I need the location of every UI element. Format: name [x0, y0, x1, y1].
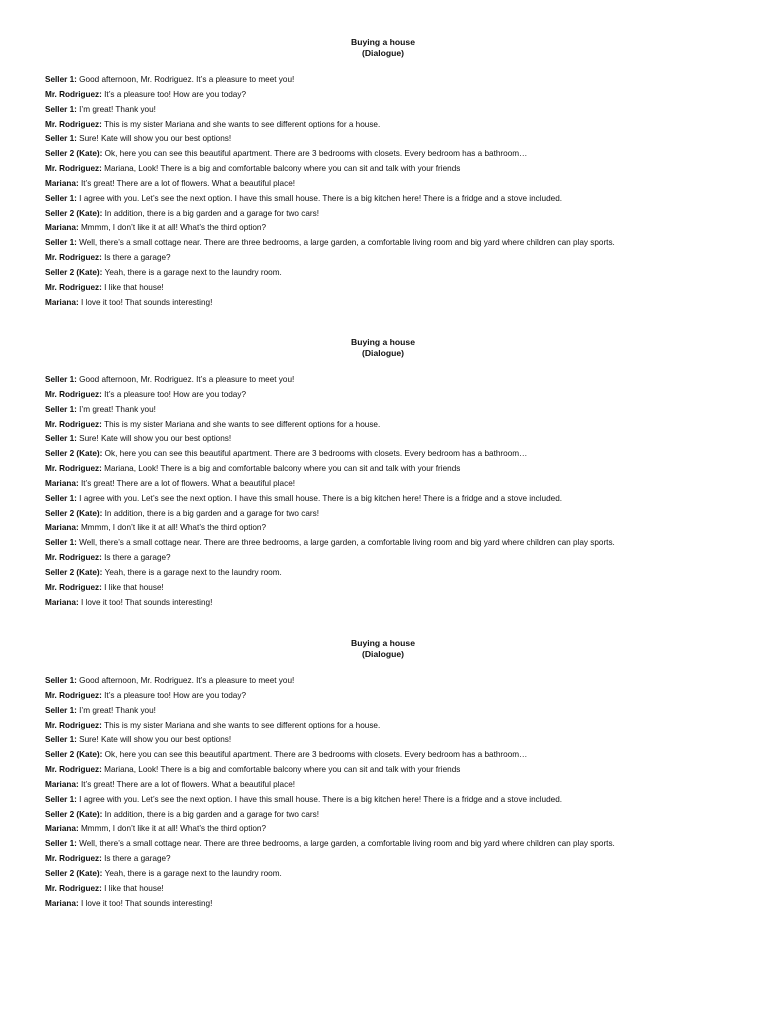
line-text: I’m great! Thank you!: [79, 104, 156, 114]
line-text: Sure! Kate will show you our best options!: [79, 735, 232, 745]
speaker-name: Seller 1: [45, 493, 75, 503]
line-text: Well, there’s a small cottage near. There are three bedrooms, a large garden, a comfortable living room and big yard where children can play sports.: [79, 538, 615, 548]
speaker-colon: :: [74, 375, 80, 384]
line-text: In addition, there is a big garden and a garage for two cars!: [104, 208, 319, 218]
speaker-colon: :: [99, 89, 105, 99]
speaker-name: Seller 2 (Kate): [45, 809, 100, 819]
dialogue-line: [45, 852, 745, 867]
dialogue-line: [45, 867, 745, 882]
dialogue-line: [45, 88, 745, 103]
speaker-name: Seller 1: [45, 735, 75, 745]
speaker-colon: :: [99, 690, 105, 700]
dialogue-line: [45, 808, 745, 823]
dialogue-line: [45, 192, 745, 207]
speaker-colon: :: [74, 404, 80, 414]
speaker-name: Mr. Rodriguez: [45, 464, 100, 474]
speaker-name: Seller 1: [45, 75, 75, 84]
line-text: Well, there’s a small cottage near. There are three bedrooms, a large garden, a comfortable living room and big yard where children can play sports.: [79, 839, 615, 849]
speaker-colon: :: [75, 523, 81, 533]
speaker-name: Seller 1: [45, 104, 75, 114]
speaker-name: Seller 2 (Kate): [45, 149, 100, 159]
line-text: Ok, here you can see this beautiful apartment. There are 3 bedrooms with closets. Every bedroom has a bathroom…: [104, 449, 528, 459]
line-text: It’s great! There are a lot of flowers. What a beautiful place!: [80, 478, 296, 488]
speaker-name: Seller 1: [45, 375, 75, 384]
speaker-name: Mr. Rodriguez: [45, 164, 100, 174]
speaker-name: Seller 1: [45, 676, 75, 685]
speaker-name: Mr. Rodriguez: [45, 720, 100, 730]
speaker-colon: :: [99, 868, 105, 878]
speaker-colon: :: [74, 104, 80, 114]
dialogue-line: [45, 207, 745, 222]
dialogue-line: [45, 521, 745, 536]
line-text: I like that house!: [104, 582, 164, 592]
speaker-colon: :: [99, 553, 105, 563]
speaker-colon: :: [99, 883, 105, 893]
dialogue-line: [45, 704, 745, 719]
line-text: It’s great! There are a lot of flowers. What a beautiful place!: [80, 779, 296, 789]
speaker-colon: :: [74, 238, 80, 248]
line-text: Is there a garage?: [104, 553, 171, 563]
title-text: Buying a house: [351, 37, 415, 47]
dialogue-line: [45, 536, 745, 551]
speaker-name: Seller 2 (Kate): [45, 508, 100, 518]
line-text: I’m great! Thank you!: [79, 705, 156, 715]
line-text: I like that house!: [104, 883, 164, 893]
dialogue-line: [45, 281, 745, 296]
line-text: It’s a pleasure too! How are you today?: [104, 389, 247, 399]
speaker-name: Mariana: [45, 297, 76, 307]
speaker-colon: :: [75, 478, 81, 488]
speaker-colon: :: [99, 750, 105, 760]
line-text: I love it too! That sounds interesting!: [80, 297, 213, 307]
speaker-name: Seller 2 (Kate): [45, 567, 100, 577]
speaker-name: Mr. Rodriguez: [45, 854, 100, 864]
speaker-colon: :: [74, 493, 80, 503]
dialogue-line: [45, 551, 745, 566]
speaker-colon: :: [99, 508, 105, 518]
dialogue-line: [45, 778, 745, 793]
dialogue-line: [45, 793, 745, 808]
speaker-colon: :: [74, 434, 80, 444]
speaker-name: Mr. Rodriguez: [45, 282, 100, 292]
line-text: It’s a pleasure too! How are you today?: [104, 690, 247, 700]
speaker-colon: :: [99, 119, 105, 129]
dialogue-line: [45, 733, 745, 748]
speaker-colon: :: [99, 449, 105, 459]
speaker-colon: :: [74, 538, 80, 548]
dialogue-lines: [45, 73, 745, 311]
speaker-colon: :: [99, 854, 105, 864]
speaker-name: Mariana: [45, 824, 76, 834]
speaker-name: Mr. Rodriguez: [45, 553, 100, 563]
line-text: Ok, here you can see this beautiful apartment. There are 3 bedrooms with closets. Every bedroom has a bathroom…: [104, 750, 528, 760]
speaker-colon: :: [74, 75, 80, 84]
dialogue-lines: [45, 373, 745, 611]
dialogue-line: [45, 837, 745, 852]
dialogue-section-3: [45, 638, 745, 912]
section-title: [45, 337, 721, 359]
section-title: [45, 37, 721, 59]
speaker-name: Mr. Rodriguez: [45, 582, 100, 592]
dialogue-line: [45, 477, 745, 492]
line-text: Mariana, Look! There is a big and comfortable balcony where you can sit and talk with your friends: [104, 164, 461, 174]
dialogue-section-1: [45, 37, 745, 311]
dialogue-line: [45, 147, 745, 162]
speaker-colon: :: [99, 389, 105, 399]
speaker-colon: :: [99, 208, 105, 218]
speaker-colon: :: [75, 223, 81, 233]
line-text: In addition, there is a big garden and a garage for two cars!: [104, 809, 319, 819]
line-text: Is there a garage?: [104, 253, 171, 263]
line-text: Mmmm, I don’t like it at all! What’s the third option?: [80, 223, 267, 233]
speaker-colon: :: [75, 597, 81, 607]
speaker-name: Seller 1: [45, 794, 75, 804]
speaker-name: Mariana: [45, 597, 76, 607]
line-text: I agree with you. Let’s see the next option. I have this small house. There is a big kitchen here! There is a fridge and a stove included.: [79, 193, 563, 203]
line-text: Well, there’s a small cottage near. There are three bedrooms, a large garden, a comfortable living room and big yard where children can play sports.: [79, 238, 615, 248]
speaker-name: Mr. Rodriguez: [45, 690, 100, 700]
dialogue-line: [45, 581, 745, 596]
dialogue-line: [45, 897, 745, 912]
speaker-name: Seller 2 (Kate): [45, 750, 100, 760]
speaker-name: Seller 1: [45, 134, 75, 144]
speaker-colon: :: [75, 898, 81, 908]
speaker-colon: :: [99, 164, 105, 174]
speaker-colon: :: [99, 149, 105, 159]
section-title: [45, 638, 721, 660]
line-text: Mariana, Look! There is a big and comfortable balcony where you can sit and talk with your friends: [104, 464, 461, 474]
speaker-name: Seller 2 (Kate): [45, 868, 100, 878]
speaker-name: Mariana: [45, 898, 76, 908]
dialogue-line: [45, 177, 745, 192]
speaker-name: Mr. Rodriguez: [45, 419, 100, 429]
speaker-colon: :: [74, 676, 80, 685]
dialogue-line: [45, 251, 745, 266]
line-text: Yeah, there is a garage next to the laundry room.: [104, 868, 282, 878]
dialogue-line: [45, 719, 745, 734]
dialogue-line: [45, 221, 745, 236]
line-text: This is my sister Mariana and she wants to see different options for a house.: [104, 720, 381, 730]
title-text: Buying a house: [351, 337, 415, 347]
line-text: Good afternoon, Mr. Rodriguez. It’s a pleasure to meet you!: [79, 375, 295, 384]
speaker-colon: :: [74, 193, 80, 203]
speaker-colon: :: [74, 134, 80, 144]
line-text: This is my sister Mariana and she wants to see different options for a house.: [104, 419, 381, 429]
speaker-name: Seller 1: [45, 404, 75, 414]
speaker-colon: :: [75, 824, 81, 834]
speaker-name: Mr. Rodriguez: [45, 883, 100, 893]
line-text: Good afternoon, Mr. Rodriguez. It’s a pleasure to meet you!: [79, 75, 295, 84]
dialogue-line: [45, 462, 745, 477]
speaker-colon: :: [99, 419, 105, 429]
speaker-colon: :: [74, 839, 80, 849]
dialogue-line: [45, 73, 745, 88]
line-text: It’s great! There are a lot of flowers. What a beautiful place!: [80, 178, 296, 188]
speaker-colon: :: [99, 464, 105, 474]
line-text: I agree with you. Let’s see the next option. I have this small house. There is a big kitchen here! There is a fridge and a stove included.: [79, 794, 563, 804]
line-text: Mmmm, I don’t like it at all! What’s the third option?: [80, 523, 267, 533]
speaker-colon: :: [99, 765, 105, 775]
speaker-colon: :: [74, 794, 80, 804]
subtitle-text: (Dialogue): [361, 348, 404, 358]
line-text: Yeah, there is a garage next to the laundry room.: [104, 267, 282, 277]
dialogue-line: [45, 492, 745, 507]
dialogue-line: [45, 748, 745, 763]
line-text: This is my sister Mariana and she wants to see different options for a house.: [104, 119, 381, 129]
speaker-name: Mr. Rodriguez: [45, 765, 100, 775]
speaker-name: Mr. Rodriguez: [45, 389, 100, 399]
speaker-colon: :: [75, 297, 81, 307]
speaker-colon: :: [99, 582, 105, 592]
speaker-colon: :: [75, 178, 81, 188]
speaker-colon: :: [99, 253, 105, 263]
dialogue-line: [45, 882, 745, 897]
dialogue-section-2: [45, 337, 745, 611]
dialogue-line: [45, 162, 745, 177]
dialogue-line: [45, 507, 745, 522]
line-text: It’s a pleasure too! How are you today?: [104, 89, 247, 99]
line-text: I love it too! That sounds interesting!: [80, 597, 213, 607]
line-text: Ok, here you can see this beautiful apartment. There are 3 bedrooms with closets. Every bedroom has a bathroom…: [104, 149, 528, 159]
dialogue-line: [45, 822, 745, 837]
speaker-name: Seller 1: [45, 705, 75, 715]
speaker-name: Seller 1: [45, 839, 75, 849]
speaker-name: Mariana: [45, 523, 76, 533]
subtitle-text: (Dialogue): [361, 649, 404, 659]
speaker-name: Seller 1: [45, 193, 75, 203]
dialogue-line: [45, 418, 745, 433]
speaker-name: Mariana: [45, 223, 76, 233]
dialogue-line: [45, 566, 745, 581]
speaker-colon: :: [75, 779, 81, 789]
line-text: Yeah, there is a garage next to the laundry room.: [104, 567, 282, 577]
speaker-colon: :: [74, 735, 80, 745]
speaker-colon: :: [99, 720, 105, 730]
subtitle-text: (Dialogue): [361, 48, 404, 58]
speaker-name: Mr. Rodriguez: [45, 119, 100, 129]
dialogue-line: [45, 763, 745, 778]
speaker-name: Seller 2 (Kate): [45, 208, 100, 218]
line-text: Sure! Kate will show you our best options!: [79, 434, 232, 444]
dialogue-line: [45, 388, 745, 403]
speaker-colon: :: [99, 567, 105, 577]
dialogue-line: [45, 674, 745, 689]
line-text: Is there a garage?: [104, 854, 171, 864]
dialogue-line: [45, 447, 745, 462]
speaker-name: Seller 1: [45, 434, 75, 444]
dialogue-line: [45, 132, 745, 147]
speaker-name: Mr. Rodriguez: [45, 89, 100, 99]
dialogue-line: [45, 403, 745, 418]
dialogue-lines: [45, 674, 745, 912]
line-text: Mariana, Look! There is a big and comfortable balcony where you can sit and talk with your friends: [104, 765, 461, 775]
dialogue-line: [45, 596, 745, 611]
line-text: I’m great! Thank you!: [79, 404, 156, 414]
title-text: Buying a house: [351, 638, 415, 648]
line-text: In addition, there is a big garden and a garage for two cars!: [104, 508, 319, 518]
speaker-name: Seller 2 (Kate): [45, 267, 100, 277]
speaker-colon: :: [99, 809, 105, 819]
line-text: Good afternoon, Mr. Rodriguez. It’s a pleasure to meet you!: [79, 676, 295, 685]
dialogue-line: [45, 432, 745, 447]
line-text: Sure! Kate will show you our best options!: [79, 134, 232, 144]
dialogue-line: [45, 689, 745, 704]
dialogue-line: [45, 373, 745, 388]
dialogue-line: [45, 236, 745, 251]
line-text: Mmmm, I don’t like it at all! What’s the third option?: [80, 824, 267, 834]
line-text: I love it too! That sounds interesting!: [80, 898, 213, 908]
speaker-name: Mariana: [45, 178, 76, 188]
dialogue-line: [45, 296, 745, 311]
line-text: I agree with you. Let’s see the next option. I have this small house. There is a big kitchen here! There is a fridge and a stove included.: [79, 493, 563, 503]
speaker-colon: :: [74, 705, 80, 715]
speaker-name: Seller 2 (Kate): [45, 449, 100, 459]
speaker-name: Mr. Rodriguez: [45, 253, 100, 263]
speaker-colon: :: [99, 267, 105, 277]
speaker-name: Seller 1: [45, 538, 75, 548]
dialogue-line: [45, 266, 745, 281]
dialogue-line: [45, 118, 745, 133]
speaker-name: Seller 1: [45, 238, 75, 248]
line-text: I like that house!: [104, 282, 164, 292]
dialogue-line: [45, 103, 745, 118]
speaker-name: Mariana: [45, 478, 76, 488]
speaker-colon: :: [99, 282, 105, 292]
speaker-name: Mariana: [45, 779, 76, 789]
